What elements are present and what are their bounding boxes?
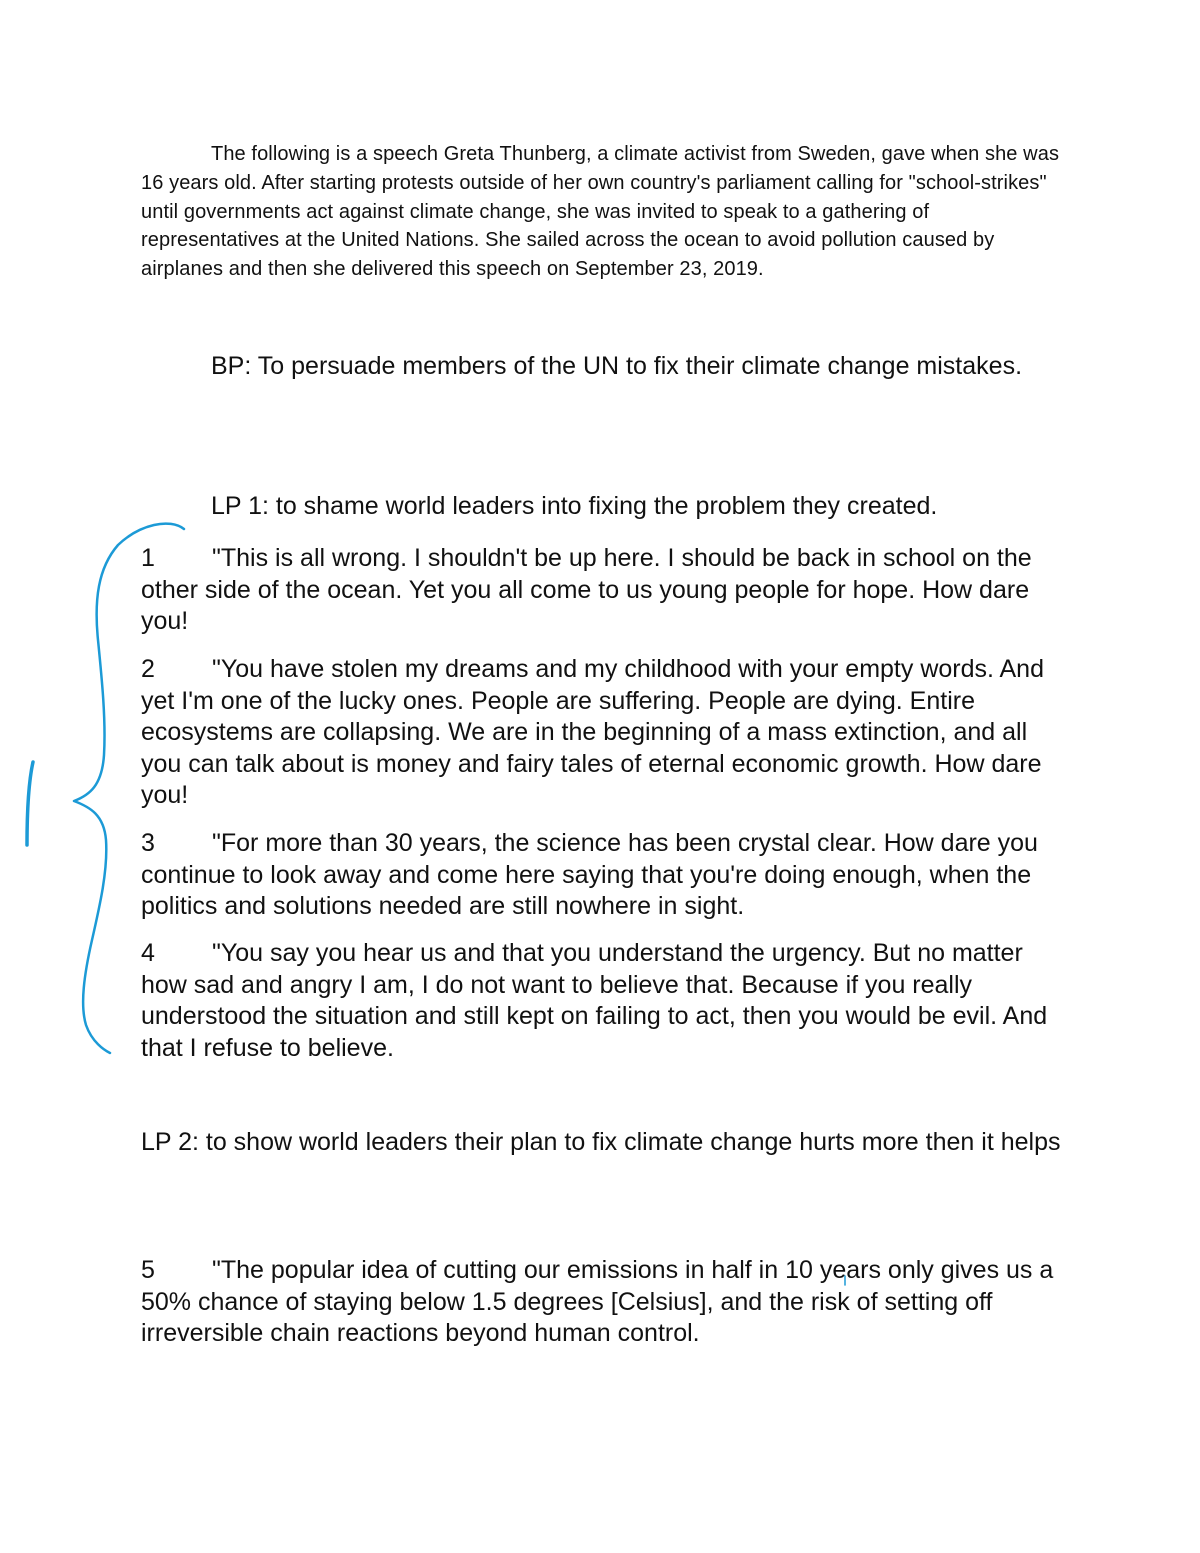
paragraph-number: 1 (141, 544, 155, 572)
speech-paragraph-4 (141, 938, 1066, 1064)
speech-paragraph-5 (141, 1255, 1066, 1350)
speech-paragraph-2 (141, 654, 1066, 812)
lp1-heading (141, 491, 1066, 523)
paragraph-number: 4 (141, 939, 155, 967)
speech-paragraph-3 (141, 828, 1066, 923)
lp1-text: LP 1: to shame world leaders into fixing the problem they created. (211, 492, 938, 520)
paragraph-number: 2 (141, 655, 155, 683)
paragraph-number: 3 (141, 829, 155, 857)
bp-text: BP: To persuade members of the UN to fix their climate change mistakes. (211, 352, 1023, 380)
speech-paragraph-1 (141, 543, 1066, 638)
paragraph-text: "The popular idea of cutting our emissions in half in 10 years only gives us a 50% chance of staying below 1.5 degrees [Celsius], and the risk of setting off irreversible chain reactions beyond human control. (141, 1256, 1054, 1347)
paragraph-text: "You say you hear us and that you understand the urgency. But no matter how sad and angry I am, I do not want to believe that. Because if you really understood the situation and still kept on failing to act, then you would be evil. And that I refuse to believe. (141, 939, 1048, 1062)
lp2-heading (141, 1127, 1066, 1159)
paragraph-text: "You have stolen my dreams and my childhood with your empty words. And yet I'm one of the lucky ones. People are suffering. People are dying. Entire ecosystems are collapsing. We are in the beginning of a mass extinction, and all you can talk about is money and fairy tales of eternal economic growth. How dare you! (141, 655, 1044, 809)
intro-text: The following is a speech Greta Thunberg, a climate activist from Sweden, gave when she was 16 years old. After starting protests outside of her own country's parliament calling for "school-strikes" until governments act against climate change, she was invited to speak to a gathering of representatives at the United Nations. She sailed across the ocean to avoid pollution caused by airplanes and then she delivered this speech on September 23, 2019. (141, 143, 1060, 281)
bp-statement (141, 351, 1066, 383)
vertical-line-annotation (27, 762, 33, 845)
paragraph-number: 5 (141, 1256, 155, 1284)
lp2-text: LP 2: to show world leaders their plan to fix climate change hurts more then it helps (141, 1128, 1061, 1156)
intro-paragraph (141, 140, 1061, 284)
paragraph-text: "For more than 30 years, the science has been crystal clear. How dare you continue to look away and come here saying that you're doing enough, when the politics and solutions needed are still nowhere in sight. (141, 829, 1038, 920)
paragraph-text: "This is all wrong. I shouldn't be up here. I should be back in school on the other side of the ocean. Yet you all come to us young people for hope. How dare you! (141, 544, 1032, 635)
